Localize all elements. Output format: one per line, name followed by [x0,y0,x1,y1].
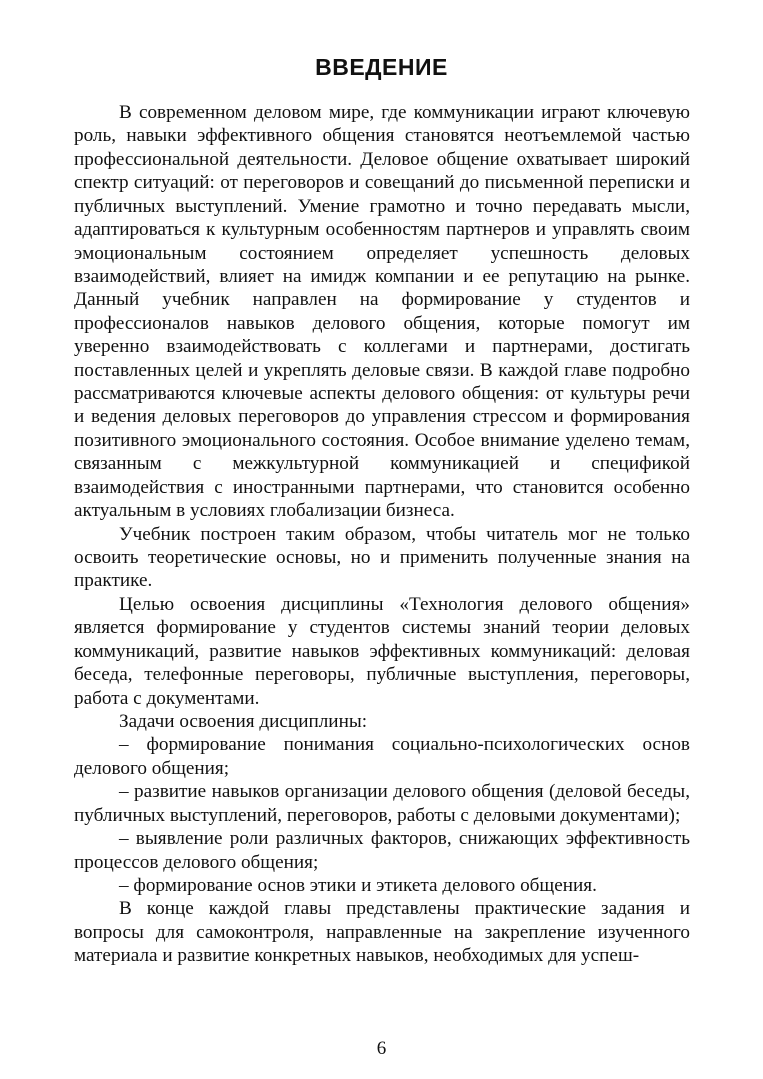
list-item-task-3: – выявление роли различных факторов, снижающих эффективность процессов делового общения; [74,828,690,873]
paragraph-tasks-heading: Задачи освоения дисциплины: [119,710,368,732]
list-item-task-2: – развитие навыков организации делового общения (деловой беседы, публичных выступлений, переговоров, работы с деловыми документами); [74,781,690,826]
body-text [74,101,690,968]
paragraph-course-goal: Целью освоения дисциплины «Технология делового общения» является формирование у студентов системы знаний теории деловых коммуникаций, развитие навыков эффективных коммуникаций: деловая беседа, телефонные переговоры, публичные выступления, переговоры, работа с документами. [74,593,690,709]
page-number: 6 [376,1038,387,1059]
paragraph-textbook-structure: Учебник построен таким образом, чтобы читатель мог не только освоить теоретические основы, но и применить полученные знания на практике. [74,523,690,592]
page-title: ВВЕДЕНИЕ [315,54,448,80]
paragraph-chapter-exercises: В конце каждой главы представлены практические задания и вопросы для самоконтроля, направленные на закрепление изученного материала и развитие конкретных навыков, необходимых для успеш- [74,898,690,967]
list-item-task-4: – формирование основ этики и этикета делового общения. [119,874,597,896]
paragraph-intro: В современном деловом мире, где коммуникации играют ключевую роль, навыки эффективного общения становятся неотъемлемой частью профессиональной деятельности. Деловое общение охватывает широкий спектр ситуаций: от переговоров и совещаний до письменной переписки и публичных выступлений. Умение грамотно и точно передавать мысли, адаптироваться к культурным особенностям партнеров и управлять своим эмоциональным состоянием определяет успешность деловых взаимодействий, влияет на имидж компании и ее репутацию на рынке. Данный учебник направлен на формирование у студентов и профессионалов навыков делового общения, которые помогут им уверенно взаимодействовать с коллегами и партнерами, достигать поставленных целей и укреплять деловые связи. В каждой главе подробно рассматриваются ключевые аспекты делового общения: от культуры речи и ведения деловых переговоров до управления стрессом и формирования позитивного эмоционального состояния. Особое внимание уделено темам, связанным с межкультурной коммуникацией и спецификой взаимодействия с иностранными партнерами, что становится особенно актуальным в условиях глобализации бизнеса. [74,102,690,522]
list-item-task-1: – формирование понимания социально-психологических основ делового общения; [74,734,690,779]
